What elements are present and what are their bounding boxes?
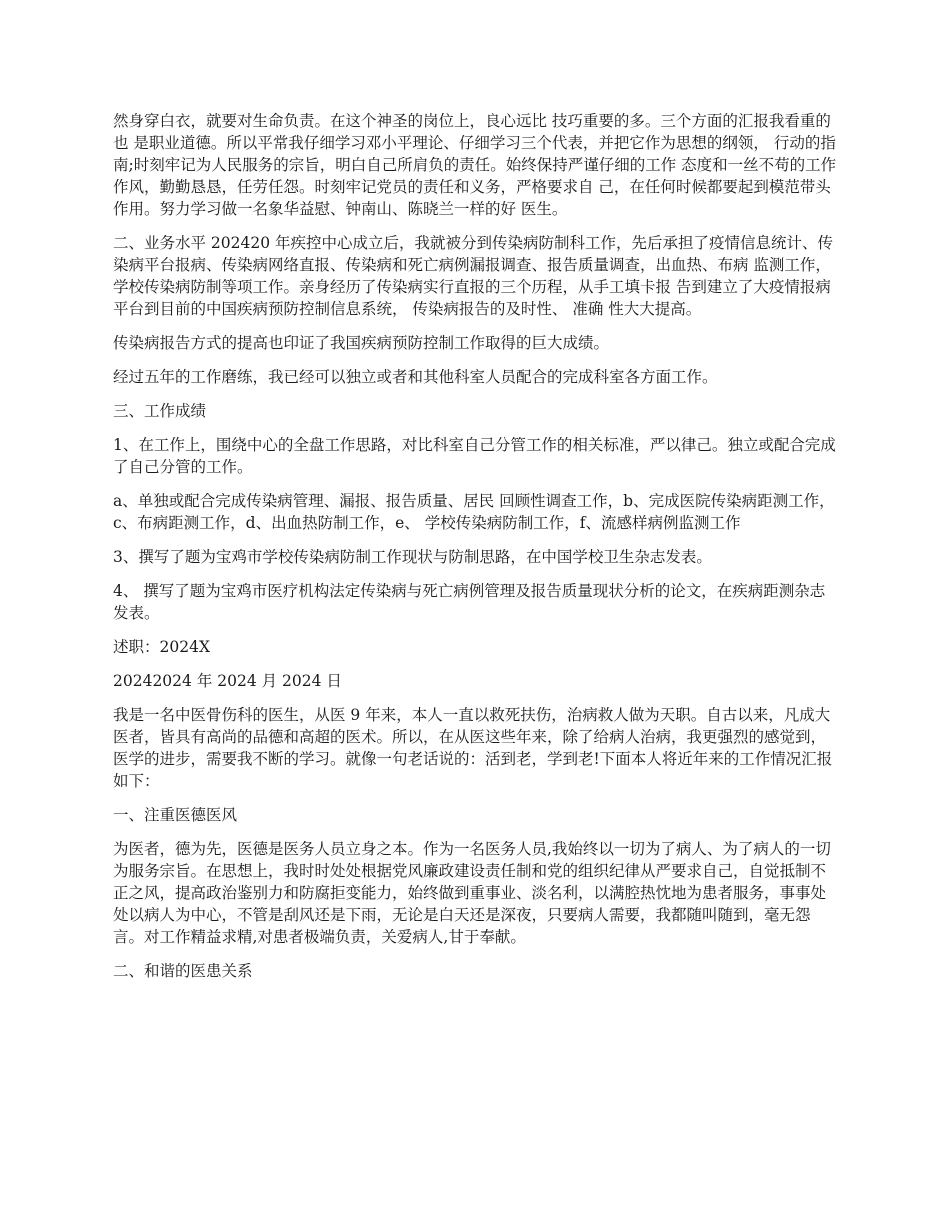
heading-work-achievements: 三、工作成绩 <box>113 402 207 420</box>
paragraph-business-level: 二、业务水平 202420 年疾控中心成立后，我就被分到传染病防制科工作，先后承担了疫情信息统计、传 染病平台报病、传染病网络直报、传染病和死亡病例漏报调查、报告质量调查，出血热、布病 监测工作，学校传染病防制等项工作。亲身经历了传染病实行直报的三个历程，从手工填卡报 告到建立了大疫情报病平台到目前的中国疾病预防控制信息系统， 传染病报告的及时性、 准确 性大大提高。 <box>113 234 834 318</box>
paragraph-achievement-1: 1、在工作上，围绕中心的全盘工作思路，对比科室自己分管工作的相关标准，严以律己。独立或配合完成了自己分管的工作。 <box>113 436 836 476</box>
paragraph-achievement-3: 3、撰写了题为宝鸡市学校传染病防制工作现状与防制思路，在中国学校卫生杂志发表。 <box>113 548 712 566</box>
paragraph-achievement-list: a、单独或配合完成传染病管理、漏报、报告质量、居民 回顾性调查工作，b、完成医院传染病距测工作，c、布病距测工作，d、出血热防制工作，e、 学校传染病防制工作，f、流感样病例监测工作 <box>113 492 835 532</box>
paragraph-date: 20242024 年 2024 月 2024 日 <box>113 672 342 690</box>
paragraph-five-years-experience: 经过五年的工作磨练，我已经可以独立或者和其他科室人员配合的完成科室各方面工作。 <box>113 368 718 386</box>
paragraph-report-label: 述职：2024X <box>113 638 210 656</box>
paragraph-doctor-intro: 我是一名中医骨伤科的医生，从医 9 年来，本人一直以救死扶伤，治病救人做为天职。自古以来，凡成大医者，皆具有高尚的品德和高超的医术。所以，在从医这些年来，除了给病人治病，我更强烈的感觉到，医学的进步，需要我不断的学习。就像一句老话说的：活到老，学到老!下面本人将近年来的工作情况汇报如下： <box>113 706 833 790</box>
heading-medical-ethics: 一、注重医德医风 <box>113 806 238 824</box>
paragraph-ethics-detail: 为医者，德为先，医德是医务人员立身之本。作为一名医务人员,我始终以一切为了病人、为了病人的一切为服务宗旨。在思想上，我时时处处根据党风廉政建设责任制和党的组织纪律从严要求自己，自觉抵制不正之风，提高政治鉴别力和防腐拒变能力，始终做到重事业、淡名利，以满腔热忱地为患者服务，事事处处以病人为中心，不管是刮风还是下雨，无论是白天还是深夜，只要病人需要，我都随叫随到，毫无怨言。对工作精益求精,对患者极端负责，关爱病人,甘于奉献。 <box>113 840 831 946</box>
document-body <box>113 110 838 994</box>
paragraph-reporting-improvement: 传染病报告方式的提高也印证了我国疾病预防控制工作取得的巨大成绩。 <box>113 334 610 352</box>
paragraph-achievement-4: 4、 撰写了题为宝鸡市医疗机构法定传染病与死亡病例管理及报告质量现状分析的论文，在疾病距测杂志发表。 <box>113 582 826 622</box>
heading-doctor-patient-relations: 二、和谐的医患关系 <box>113 962 253 980</box>
paragraph-medical-ethics-intro: 然身穿白衣，就要对生命负责。在这个神圣的岗位上，良心远比 技巧重要的多。三个方面的汇报我看重的也 是职业道德。所以平常我仔细学习邓小平理论、仔细学习三个代表，并把它作为思想的纲领， 行动的指南;时刻牢记为人民服务的宗旨，明白自己所肩负的责任。始终保持严谨仔细的工作 态度和一丝不苟的工作作风，勤勤恳恳，任劳任怨。时刻牢记党员的责任和义务，严格要求自 己，在任何时候都要起到模范带头作用。努力学习做一名象华益慰、钟南山、陈晓兰一样的好 医生。 <box>113 112 837 218</box>
